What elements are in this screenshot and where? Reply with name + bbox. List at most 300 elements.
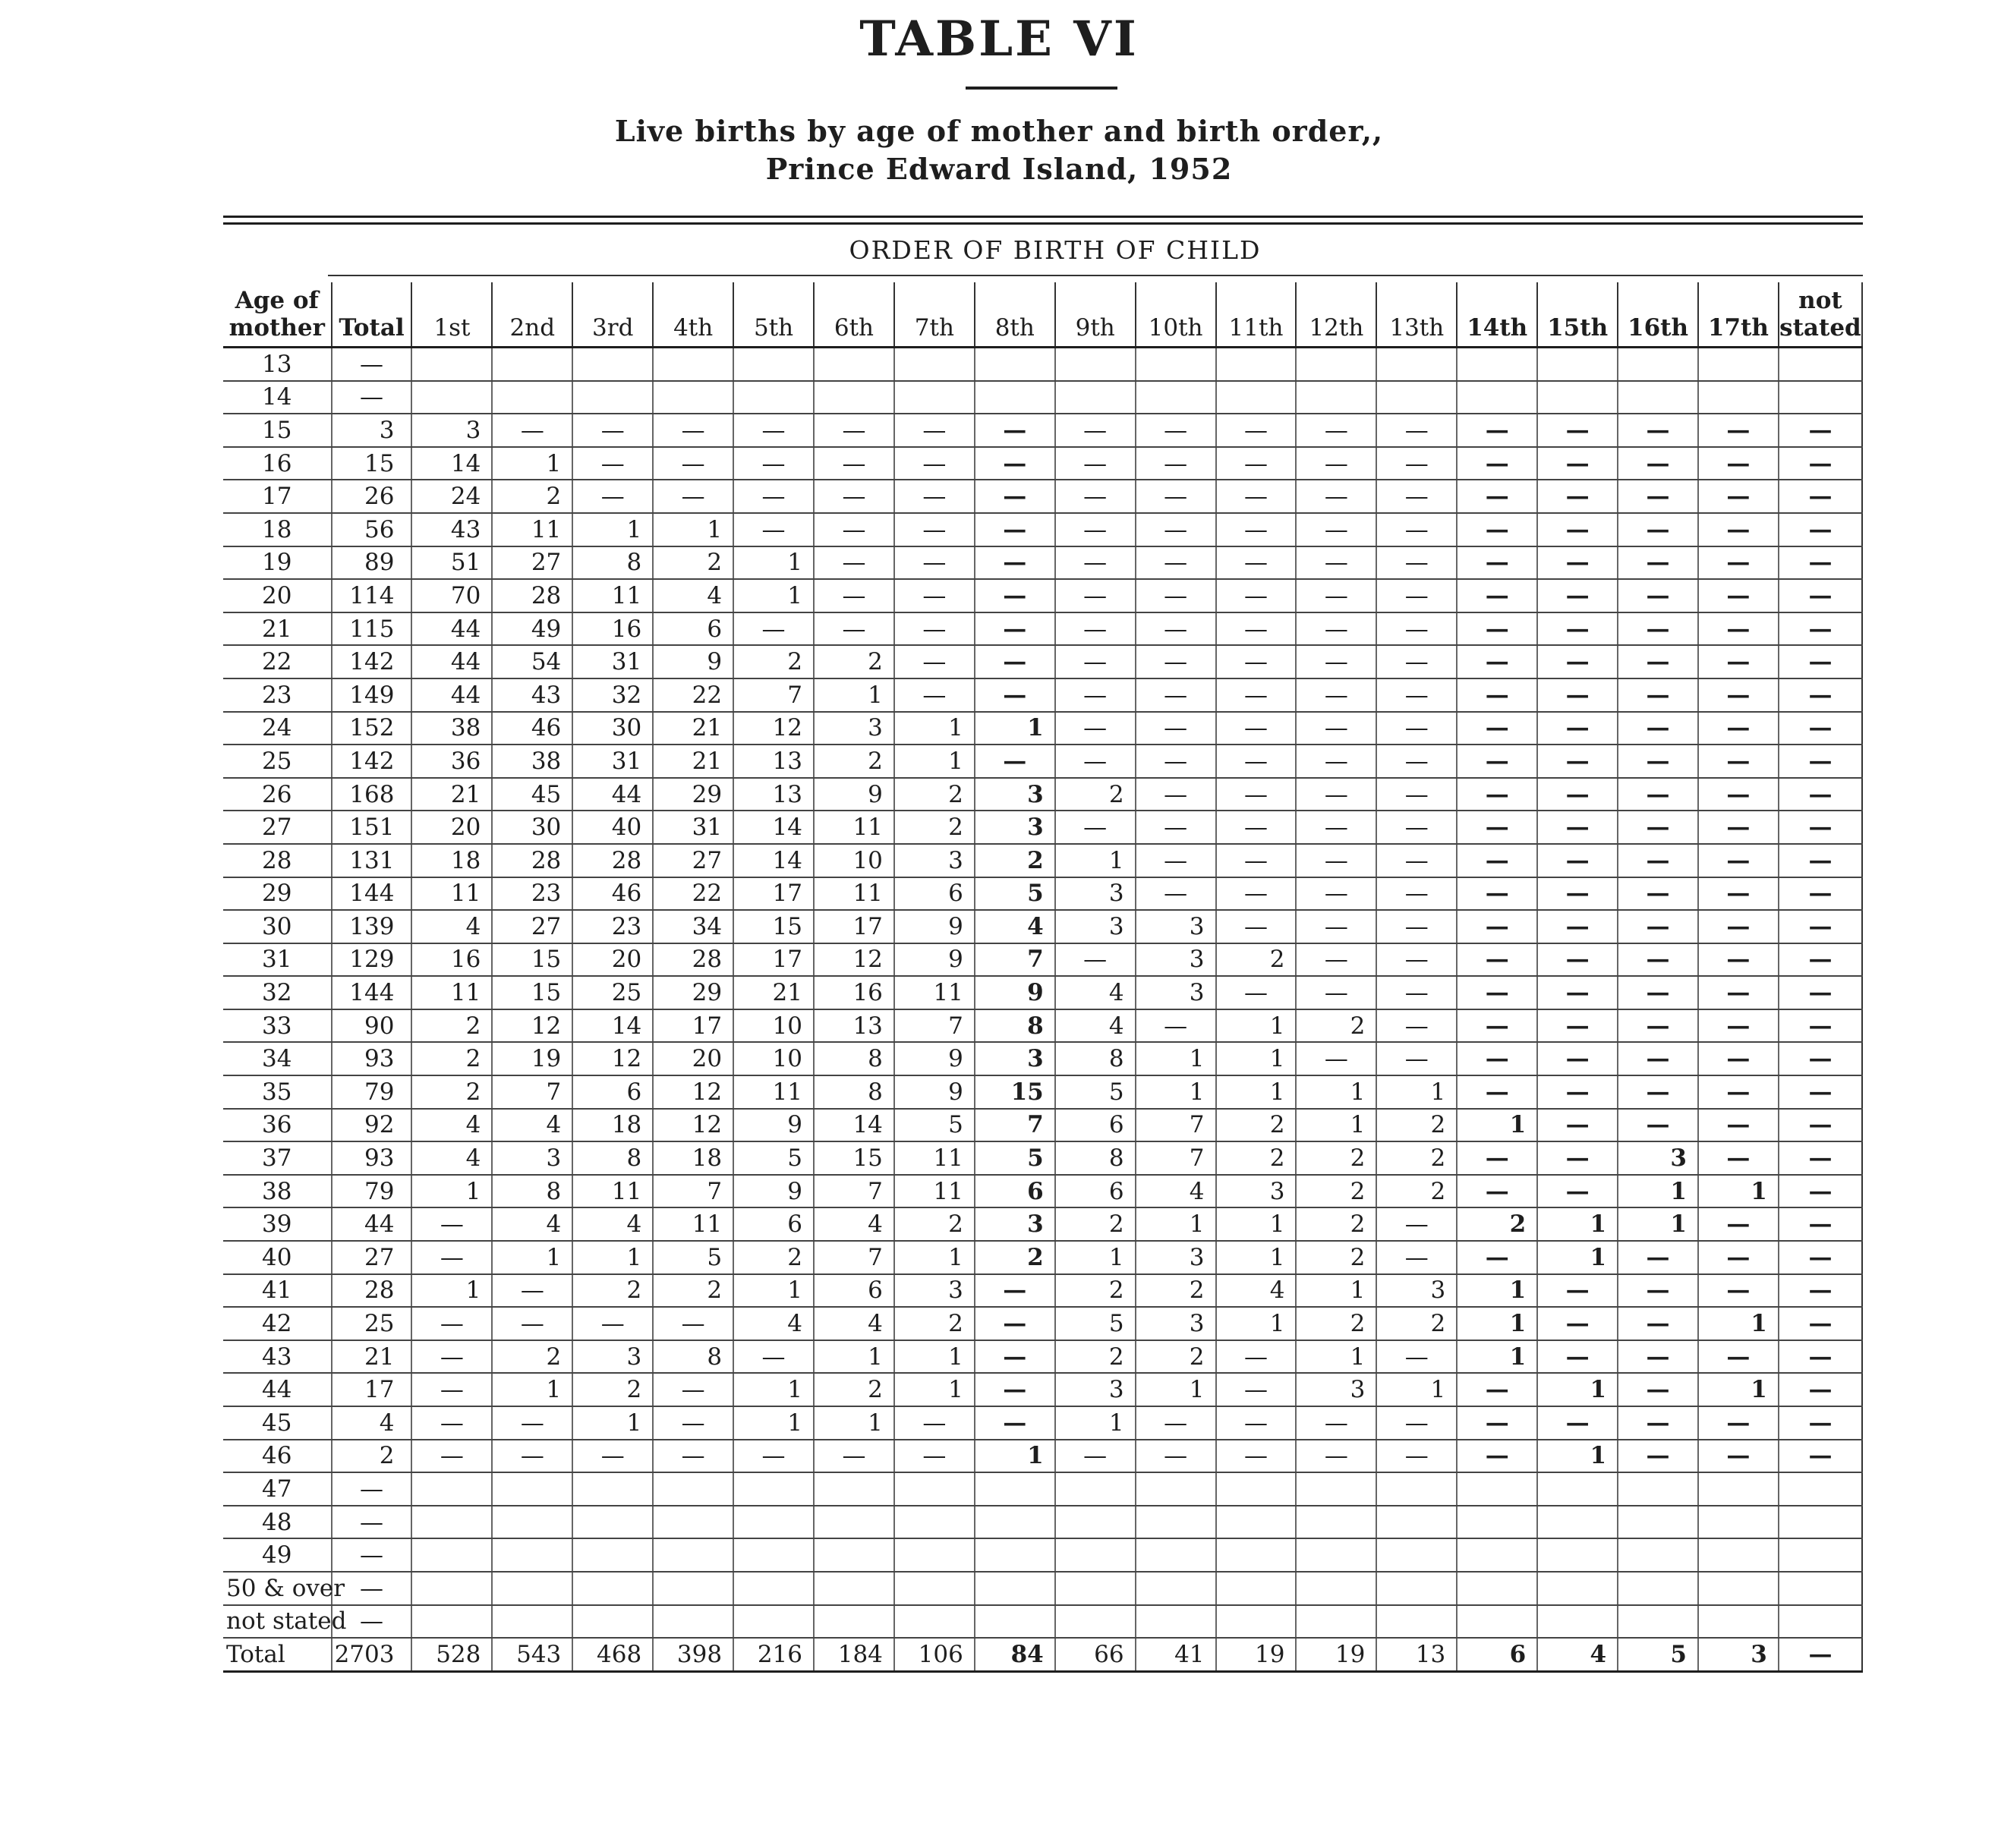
count-cell: — <box>653 447 733 480</box>
count-cell <box>492 1538 572 1572</box>
count-cell <box>1457 348 1537 381</box>
count-cell: — <box>653 1406 733 1440</box>
count-cell: — <box>411 1373 492 1406</box>
count-cell <box>1537 1472 1618 1506</box>
count-cell: — <box>1376 414 1457 447</box>
total-cell: 142 <box>332 745 412 778</box>
total-cell: 151 <box>332 811 412 844</box>
count-cell <box>1216 1472 1297 1506</box>
count-cell: — <box>1537 778 1618 811</box>
count-cell: 20 <box>653 1042 733 1075</box>
order-header-17th: 17th <box>1698 282 1779 348</box>
count-cell: 1 <box>1698 1175 1779 1208</box>
count-cell <box>1296 1572 1376 1605</box>
count-cell <box>1376 348 1457 381</box>
table-row <box>223 1406 1862 1440</box>
age-cell: 42 <box>223 1307 332 1340</box>
not-stated-cell: — <box>1779 745 1862 778</box>
count-cell: 1 <box>1698 1307 1779 1340</box>
count-cell <box>1537 348 1618 381</box>
table-title: TABLE VI <box>859 11 1139 68</box>
count-cell: — <box>1376 778 1457 811</box>
count-cell: 3 <box>1136 976 1216 1009</box>
count-cell: — <box>411 1440 492 1473</box>
count-cell: — <box>1376 943 1457 977</box>
table-row <box>223 1042 1862 1075</box>
count-cell <box>894 1538 975 1572</box>
not-stated-header <box>1779 282 1862 348</box>
count-cell: 9 <box>733 1175 814 1208</box>
count-cell: — <box>1618 844 1698 877</box>
count-cell: — <box>975 513 1055 546</box>
count-cell: 12 <box>492 1009 572 1043</box>
count-cell <box>1698 1538 1779 1572</box>
count-cell: 11 <box>653 1207 733 1241</box>
title-rule <box>966 87 1117 90</box>
count-cell: 8 <box>1055 1042 1136 1075</box>
count-cell: 1 <box>1537 1207 1618 1241</box>
not-stated-header-line1: not <box>1798 287 1842 314</box>
count-cell: — <box>572 480 653 513</box>
count-cell: 31 <box>572 645 653 678</box>
count-cell <box>1376 1538 1457 1572</box>
count-cell: 2 <box>975 844 1055 877</box>
count-cell: 2 <box>1296 1307 1376 1340</box>
not-stated-cell: — <box>1779 1440 1862 1473</box>
age-cell: 40 <box>223 1241 332 1274</box>
count-cell: 31 <box>572 745 653 778</box>
count-cell: — <box>1055 414 1136 447</box>
count-cell: 12 <box>572 1042 653 1075</box>
count-cell: 1 <box>653 513 733 546</box>
total-cell: — <box>332 1572 412 1605</box>
count-cell: — <box>814 513 894 546</box>
count-cell: 12 <box>814 943 894 977</box>
count-cell: — <box>1136 712 1216 745</box>
count-cell: — <box>1216 579 1297 612</box>
count-cell: — <box>1698 844 1779 877</box>
count-cell: 1 <box>492 1241 572 1274</box>
count-cell: 1 <box>1055 1241 1136 1274</box>
count-cell: 2 <box>1055 778 1136 811</box>
count-cell <box>1296 1538 1376 1572</box>
count-cell: — <box>1537 811 1618 844</box>
age-cell: 28 <box>223 844 332 877</box>
count-cell <box>814 1472 894 1506</box>
count-cell: 2 <box>411 1042 492 1075</box>
count-cell <box>975 1605 1055 1639</box>
count-cell: — <box>1136 480 1216 513</box>
not-stated-cell: — <box>1779 877 1862 911</box>
count-cell <box>1698 348 1779 381</box>
count-cell: — <box>1296 612 1376 646</box>
count-cell: 1 <box>1376 1075 1457 1109</box>
count-cell: 8 <box>814 1075 894 1109</box>
count-cell: 11 <box>894 976 975 1009</box>
count-cell <box>894 1572 975 1605</box>
count-cell: — <box>1698 1274 1779 1308</box>
count-cell: 2 <box>1296 1141 1376 1175</box>
count-cell: — <box>1296 447 1376 480</box>
count-cell: — <box>1457 447 1537 480</box>
count-cell: 2 <box>1136 1340 1216 1374</box>
count-cell: 31 <box>653 811 733 844</box>
count-cell: 18 <box>411 844 492 877</box>
count-cell: 7 <box>814 1175 894 1208</box>
count-cell <box>1216 348 1297 381</box>
age-cell: 45 <box>223 1406 332 1440</box>
count-cell: — <box>1376 745 1457 778</box>
not-stated-cell: — <box>1779 513 1862 546</box>
count-cell <box>894 348 975 381</box>
count-cell: 4 <box>653 579 733 612</box>
count-cell: 20 <box>411 811 492 844</box>
count-cell: — <box>894 513 975 546</box>
count-cell: — <box>1618 1009 1698 1043</box>
count-cell: 4 <box>572 1207 653 1241</box>
count-cell: 1 <box>1537 1440 1618 1473</box>
count-cell: 19 <box>1296 1638 1376 1671</box>
count-cell: 27 <box>492 910 572 943</box>
table-top-rule <box>223 216 1863 225</box>
order-header-3rd: 3rd <box>572 282 653 348</box>
count-cell: 1 <box>572 1406 653 1440</box>
count-cell: — <box>1216 513 1297 546</box>
count-cell: — <box>653 1307 733 1340</box>
count-cell: — <box>1457 943 1537 977</box>
count-cell: 43 <box>492 678 572 712</box>
count-cell: 18 <box>572 1109 653 1142</box>
age-cell: 21 <box>223 612 332 646</box>
total-cell: 89 <box>332 546 412 580</box>
table-row <box>223 480 1862 513</box>
count-cell: 1 <box>1136 1042 1216 1075</box>
count-cell: 8 <box>653 1340 733 1374</box>
count-cell: — <box>1457 778 1537 811</box>
count-cell: 23 <box>492 877 572 911</box>
table-row <box>223 381 1862 414</box>
count-cell: — <box>1457 1373 1537 1406</box>
count-cell: — <box>1055 943 1136 977</box>
age-cell: 27 <box>223 811 332 844</box>
count-cell: — <box>814 579 894 612</box>
count-cell: 1 <box>814 1406 894 1440</box>
count-cell: — <box>1216 678 1297 712</box>
count-cell: 3 <box>1216 1175 1297 1208</box>
table-row <box>223 447 1862 480</box>
total-cell: 17 <box>332 1373 412 1406</box>
count-cell: — <box>975 745 1055 778</box>
count-cell <box>814 348 894 381</box>
count-cell: — <box>1136 513 1216 546</box>
count-cell: — <box>1457 844 1537 877</box>
count-cell: — <box>1216 546 1297 580</box>
count-cell: 13 <box>1376 1638 1457 1671</box>
total-header: Total <box>332 282 412 348</box>
count-cell: 1 <box>975 712 1055 745</box>
count-cell: — <box>1376 976 1457 1009</box>
count-cell: 2 <box>1216 943 1297 977</box>
count-cell: — <box>1698 645 1779 678</box>
count-cell: — <box>814 480 894 513</box>
count-cell: 3 <box>572 1340 653 1374</box>
count-cell <box>1296 1472 1376 1506</box>
count-cell: — <box>894 612 975 646</box>
count-cell: 40 <box>572 811 653 844</box>
count-cell: 2 <box>1376 1175 1457 1208</box>
count-cell: 1 <box>1136 1373 1216 1406</box>
table-row <box>223 778 1862 811</box>
count-cell: 10 <box>733 1042 814 1075</box>
total-cell: 152 <box>332 712 412 745</box>
count-cell: — <box>1537 612 1618 646</box>
count-cell <box>1136 381 1216 414</box>
count-cell: 4 <box>1055 1009 1136 1043</box>
count-cell: 7 <box>975 1109 1055 1142</box>
age-cell: 19 <box>223 546 332 580</box>
count-cell <box>1698 1472 1779 1506</box>
age-cell: 39 <box>223 1207 332 1241</box>
count-cell: — <box>1537 678 1618 712</box>
count-cell: — <box>894 447 975 480</box>
count-cell: 3 <box>492 1141 572 1175</box>
count-cell: 2 <box>492 1340 572 1374</box>
count-cell: — <box>975 1406 1055 1440</box>
count-cell: 2 <box>1216 1109 1297 1142</box>
count-cell <box>733 381 814 414</box>
count-cell: 4 <box>1136 1175 1216 1208</box>
count-cell <box>492 381 572 414</box>
total-cell: 93 <box>332 1042 412 1075</box>
count-cell: — <box>411 1241 492 1274</box>
count-cell: 3 <box>1296 1373 1376 1406</box>
count-cell: 3 <box>1136 1241 1216 1274</box>
count-cell: 51 <box>411 546 492 580</box>
count-cell: — <box>894 579 975 612</box>
count-cell: — <box>1618 811 1698 844</box>
count-cell: 17 <box>653 1009 733 1043</box>
count-cell: — <box>1618 976 1698 1009</box>
order-of-birth-rule <box>328 275 1863 276</box>
count-cell: — <box>1457 712 1537 745</box>
count-cell: 1 <box>1457 1274 1537 1308</box>
not-stated-cell: — <box>1779 612 1862 646</box>
count-cell: 3 <box>1136 910 1216 943</box>
count-cell: — <box>411 1207 492 1241</box>
not-stated-cell: — <box>1779 1141 1862 1175</box>
count-cell: 20 <box>572 943 653 977</box>
count-cell: 9 <box>733 1109 814 1142</box>
count-cell <box>653 1572 733 1605</box>
count-cell: — <box>1618 745 1698 778</box>
count-cell <box>1376 1506 1457 1539</box>
count-cell: — <box>975 1340 1055 1374</box>
count-cell: — <box>1537 1141 1618 1175</box>
count-cell <box>975 1506 1055 1539</box>
count-cell: — <box>894 546 975 580</box>
count-cell: — <box>1537 976 1618 1009</box>
count-cell <box>1216 1506 1297 1539</box>
count-cell: — <box>1698 1241 1779 1274</box>
count-cell <box>1055 1538 1136 1572</box>
count-cell: — <box>1296 645 1376 678</box>
total-cell: 2 <box>332 1440 412 1473</box>
age-cell: 22 <box>223 645 332 678</box>
count-cell <box>733 1538 814 1572</box>
count-cell <box>894 381 975 414</box>
count-cell: 2 <box>814 1373 894 1406</box>
total-cell: 114 <box>332 579 412 612</box>
total-cell: 144 <box>332 877 412 911</box>
count-cell: — <box>492 1274 572 1308</box>
stub-header-line2: mother <box>228 314 325 342</box>
count-cell: 3 <box>1618 1141 1698 1175</box>
count-cell <box>1537 1572 1618 1605</box>
table-row <box>223 1241 1862 1274</box>
count-cell: 34 <box>653 910 733 943</box>
count-cell: — <box>1216 745 1297 778</box>
count-cell: — <box>1457 1440 1537 1473</box>
count-cell: 1 <box>894 745 975 778</box>
count-cell: 4 <box>492 1109 572 1142</box>
count-cell: 3 <box>894 1274 975 1308</box>
count-cell: 4 <box>733 1307 814 1340</box>
count-cell: — <box>1537 1075 1618 1109</box>
count-cell: — <box>1296 1042 1376 1075</box>
count-cell: — <box>1296 745 1376 778</box>
age-cell: 47 <box>223 1472 332 1506</box>
count-cell: — <box>1698 910 1779 943</box>
count-cell: 1 <box>733 1406 814 1440</box>
count-cell: — <box>1216 414 1297 447</box>
count-cell: — <box>1136 678 1216 712</box>
count-cell: — <box>1457 1009 1537 1043</box>
count-cell: 7 <box>492 1075 572 1109</box>
count-cell: 13 <box>814 1009 894 1043</box>
count-cell: 6 <box>975 1175 1055 1208</box>
count-cell: 1 <box>572 513 653 546</box>
count-cell: 2 <box>1376 1141 1457 1175</box>
age-cell: 31 <box>223 943 332 977</box>
count-cell: 398 <box>653 1638 733 1671</box>
not-stated-cell: — <box>1779 844 1862 877</box>
count-cell <box>1216 381 1297 414</box>
count-cell: — <box>492 1307 572 1340</box>
count-cell <box>1376 381 1457 414</box>
table-row <box>223 513 1862 546</box>
count-cell: — <box>411 1406 492 1440</box>
count-cell: 11 <box>411 877 492 911</box>
table-row <box>223 712 1862 745</box>
count-cell: 2 <box>411 1009 492 1043</box>
order-header-12th: 12th <box>1296 282 1376 348</box>
count-cell: 10 <box>814 844 894 877</box>
count-cell: — <box>1216 447 1297 480</box>
count-cell <box>1457 1572 1537 1605</box>
count-cell <box>733 1472 814 1506</box>
count-cell <box>492 1572 572 1605</box>
count-cell: — <box>1376 1241 1457 1274</box>
table-row <box>223 645 1862 678</box>
count-cell: 38 <box>492 745 572 778</box>
count-cell: 2 <box>572 1274 653 1308</box>
count-cell: — <box>492 414 572 447</box>
count-cell: 44 <box>411 645 492 678</box>
count-cell: — <box>1618 1109 1698 1142</box>
count-cell: — <box>1537 910 1618 943</box>
count-cell: — <box>1376 811 1457 844</box>
age-cell: 35 <box>223 1075 332 1109</box>
count-cell: — <box>1296 579 1376 612</box>
count-cell: 1 <box>894 1373 975 1406</box>
count-cell: 2 <box>1216 1141 1297 1175</box>
count-cell: 1 <box>411 1274 492 1308</box>
count-cell: 2 <box>814 745 894 778</box>
count-cell: 12 <box>733 712 814 745</box>
count-cell: 1 <box>1296 1075 1376 1109</box>
count-cell: — <box>1296 910 1376 943</box>
count-cell <box>1537 1605 1618 1639</box>
total-row <box>223 1638 1862 1671</box>
count-cell: — <box>1296 414 1376 447</box>
count-cell: 3 <box>975 1042 1055 1075</box>
count-cell: — <box>894 1406 975 1440</box>
count-cell: 1 <box>1216 1009 1297 1043</box>
total-cell: — <box>332 1472 412 1506</box>
count-cell: — <box>1055 645 1136 678</box>
count-cell: — <box>572 1307 653 1340</box>
count-cell: 8 <box>492 1175 572 1208</box>
table-row <box>223 546 1862 580</box>
count-cell: 5 <box>1618 1638 1698 1671</box>
count-cell: — <box>1216 612 1297 646</box>
age-cell: 43 <box>223 1340 332 1374</box>
count-cell: — <box>1537 877 1618 911</box>
count-cell: — <box>1296 678 1376 712</box>
count-cell: — <box>1376 612 1457 646</box>
total-cell: 26 <box>332 480 412 513</box>
count-cell: 1 <box>1296 1274 1376 1308</box>
count-cell: 15 <box>492 976 572 1009</box>
count-cell: 9 <box>894 1042 975 1075</box>
count-cell: 30 <box>492 811 572 844</box>
count-cell: 4 <box>975 910 1055 943</box>
count-cell: — <box>1376 447 1457 480</box>
count-cell: — <box>1698 1340 1779 1374</box>
count-cell: 8 <box>1055 1141 1136 1175</box>
count-cell: 3 <box>411 414 492 447</box>
count-cell: 46 <box>572 877 653 911</box>
table-row <box>223 1075 1862 1109</box>
total-cell: 28 <box>332 1274 412 1308</box>
count-cell: — <box>1537 414 1618 447</box>
not-stated-cell: — <box>1779 811 1862 844</box>
order-header-13th: 13th <box>1376 282 1457 348</box>
count-cell <box>1216 1605 1297 1639</box>
count-cell: — <box>733 612 814 646</box>
count-cell <box>492 348 572 381</box>
order-header-6th: 6th <box>814 282 894 348</box>
count-cell: 2 <box>1296 1175 1376 1208</box>
count-cell: 3 <box>1136 943 1216 977</box>
count-cell: 1 <box>1457 1340 1537 1374</box>
count-cell: — <box>1055 811 1136 844</box>
order-header-8th: 8th <box>975 282 1055 348</box>
count-cell: 11 <box>814 877 894 911</box>
count-cell: — <box>1216 712 1297 745</box>
age-cell: 49 <box>223 1538 332 1572</box>
count-cell <box>975 348 1055 381</box>
